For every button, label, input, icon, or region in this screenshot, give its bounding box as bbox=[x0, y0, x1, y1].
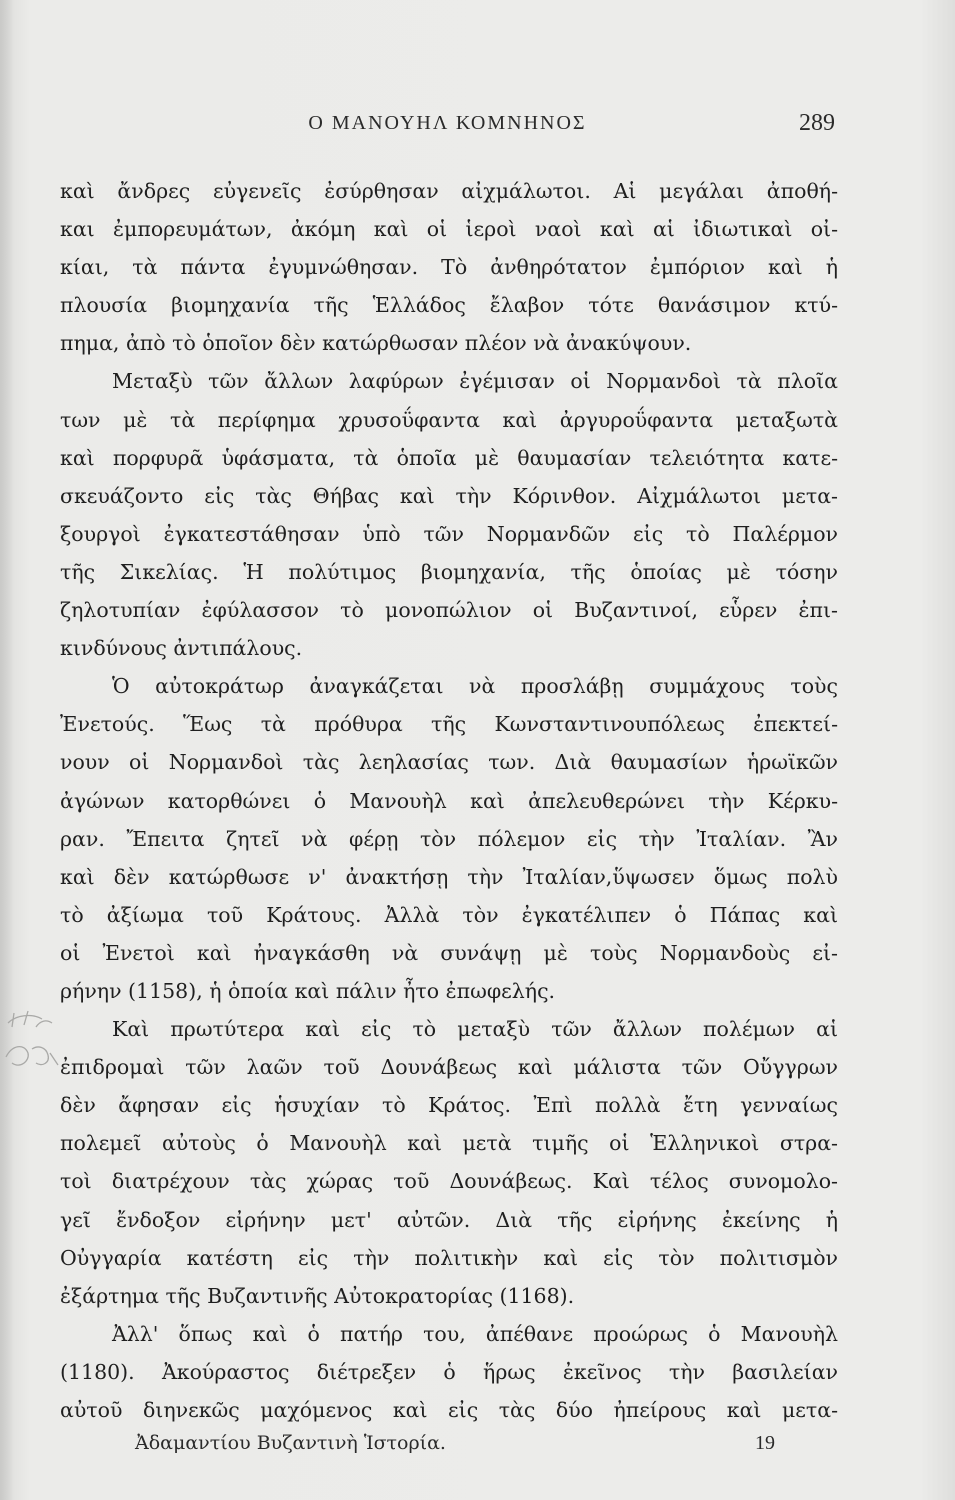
text-line: σκευάζοντο εἰς τὰς Θήβας καὶ τὴν Κόρινθον. Αἰχμάλωτοι μετα- bbox=[60, 483, 838, 508]
text-line: τὸ ἀξίωμα τοῦ Κράτους. Ἀλλὰ τὸν ἐγκατέλιπεν ὁ Πάπας καὶ bbox=[60, 902, 838, 927]
body-text bbox=[60, 172, 838, 1429]
text-line: δὲν ἄφησαν εἰς ἡσυχίαν τὸ Κράτος. Ἐπὶ πολλὰ ἔτη γενναίως bbox=[60, 1093, 838, 1118]
text-line: και ἐμπορευμάτων, ἀκόμη καὶ οἱ ἱεροὶ ναοὶ καὶ αἱ ἰδιωτικαὶ οἰ- bbox=[60, 217, 838, 242]
text-line: τοὶ διατρέχουν τὰς χώρας τοῦ Δουνάβεως. Καὶ τέλος συνομολο- bbox=[60, 1169, 838, 1194]
text-line: κινδύνους ἀντιπάλους. bbox=[60, 636, 303, 661]
page-footer bbox=[135, 1432, 775, 1462]
text-line: (1180). Ἀκούραστος διέτρεξεν ὁ ἥρως ἐκεῖνος τὴν βασιλείαν bbox=[60, 1359, 838, 1384]
footer-signature: Ἀδαμαντίου Βυζαντινὴ Ἱστορία. bbox=[135, 1432, 446, 1454]
text-line: ρήνην (1158), ἡ ὁποία καὶ πάλιν ἦτο ἐπωφελής. bbox=[60, 978, 556, 1003]
text-line: τῆς Σικελίας. Ἡ πολύτιμος βιομηχανία, τῆς ὁποίας μὲ τόσην bbox=[60, 559, 838, 584]
pencil-marginalia bbox=[2, 1005, 62, 1095]
text-line: καὶ ἄνδρες εὐγενεῖς ἐσύρθησαν αἰχμάλωτοι. Αἱ μεγάλαι ἀποθή- bbox=[60, 179, 838, 203]
text-line: γεῖ ἔνδοξον εἰρήνην μετ' αὐτῶν. Διὰ τῆς εἰρήνης ἐκείνης ἡ bbox=[60, 1207, 838, 1232]
text-line: πημα, ἀπὸ τὸ ὁποῖον δὲν κατώρθωσαν πλέον νὰ ἀνακύψουν. bbox=[60, 331, 692, 356]
running-title: Ο ΜΑΝΟΥΗΛ ΚΟΜΝΗΝΟΣ bbox=[308, 112, 587, 134]
text-line: οἱ Ἐνετοὶ καὶ ἠναγκάσθη νὰ συνάψῃ μὲ τοὺς Νορμανδοὺς εἰ- bbox=[60, 940, 838, 965]
text-line: Καὶ πρωτύτερα καὶ εἰς τὸ μεταξὺ τῶν ἄλλων πολέμων αἱ bbox=[112, 1017, 838, 1042]
text-line: νουν οἱ Νορμανδοὶ τὰς λεηλασίας των. Διὰ θαυμασίων ἡρωϊκῶν bbox=[60, 750, 838, 775]
text-line: πλουσία βιομηχανία τῆς Ἑλλάδος ἔλαβον τότε θανάσιμον κτύ- bbox=[60, 293, 838, 318]
text-line: Ἀλλ' ὅπως καὶ ὁ πατήρ του, ἀπέθανε προώρως ὁ Μανουὴλ bbox=[112, 1321, 838, 1346]
text-line: ἐξάρτημα τῆς Βυζαντινῆς Αὐτοκρατορίας (1168). bbox=[60, 1283, 575, 1308]
page-number: 289 bbox=[799, 110, 835, 136]
text-line: πολεμεῖ αὐτοὺς ὁ Μανουὴλ καὶ μετὰ τιμῆς οἱ Ἑλληνικοὶ στρα- bbox=[60, 1131, 838, 1156]
text-line: ζηλοτυπίαν ἐφύλασσον τὸ μονοπώλιον οἱ Βυζαντινοί, εὗρεν ἐπι- bbox=[60, 598, 838, 623]
binding-shadow bbox=[0, 0, 14, 1500]
text-line: ἀγώνων κατορθώνει ὁ Μανουὴλ καὶ ἀπελευθερώνει τὴν Κέρκυ- bbox=[60, 788, 838, 813]
text-line: Ὁ αὐτοκράτωρ ἀναγκάζεται νὰ προσλάβῃ συμμάχους τοὺς bbox=[112, 674, 838, 699]
text-line: ξουργοὶ ἐγκατεστάθησαν ὑπὸ τῶν Νορμανδῶν εἰς τὸ Παλέρμον bbox=[60, 521, 838, 546]
text-line: καὶ πορφυρᾶ ὑφάσματα, τὰ ὁποῖα μὲ θαυμασίαν τελειότητα κατε- bbox=[60, 445, 838, 470]
text-line: κίαι, τὰ πάντα ἐγυμνώθησαν. Τὸ ἀνθηρότατον ἐμπόριον καὶ ἡ bbox=[60, 255, 838, 280]
text-line: ραν. Ἔπειτα ζητεῖ νὰ φέρῃ τὸν πόλεμον εἰς τὴν Ἰταλίαν. Ἂν bbox=[60, 826, 838, 851]
text-line: ἐπιδρομαὶ τῶν λαῶν τοῦ Δουνάβεως καὶ μάλιστα τῶν Οὔγγρων bbox=[60, 1055, 838, 1080]
sheet-number: 19 bbox=[755, 1432, 775, 1454]
text-line: των μὲ τὰ περίφημα χρυσοΰφαντα καὶ ἀργυροΰφαντα μεταξωτὰ bbox=[60, 407, 838, 432]
page-header bbox=[60, 112, 835, 142]
text-line: καὶ δὲν κατώρθωσε ν' ἀνακτήσῃ τὴν Ἰταλίαν,ὕψωσεν ὅμως πολὺ bbox=[60, 864, 838, 889]
text-line: αὐτοῦ διηνεκῶς μαχόμενος καὶ εἰς τὰς δύο ἠπείρους καὶ μετα- bbox=[60, 1398, 838, 1422]
text-line: Οὐγγαρία κατέστη εἰς τὴν πολιτικὴν καὶ εἰς τὸν πολιτισμὸν bbox=[60, 1245, 838, 1270]
text-line: Μεταξὺ τῶν ἄλλων λαφύρων ἐγέμισαν οἱ Νορμανδοὶ τὰ πλοῖα bbox=[112, 369, 838, 394]
text-line: Ἐνετούς. Ἕως τὰ πρόθυρα τῆς Κωνσταντινουπόλεως ἐπεκτεί- bbox=[60, 712, 838, 737]
